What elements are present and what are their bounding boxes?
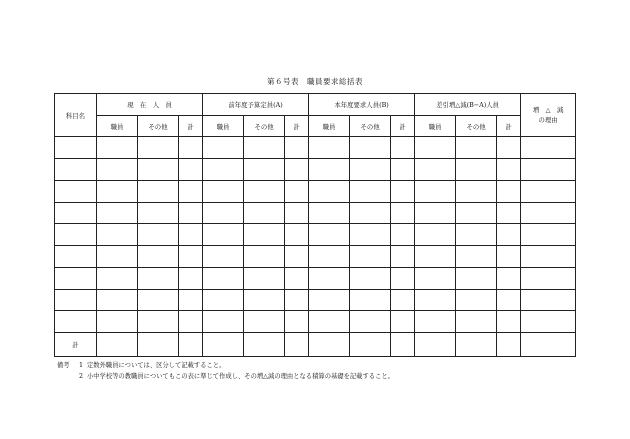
difference-header: 差引増△減(B−A)人員 [415,94,521,116]
note-text: 定数外職員については、区分して記載すること。 [87,362,226,369]
sub-header-staff: 職員 [415,115,456,137]
staff-request-summary-table [54,93,576,357]
note-item [57,371,394,382]
notes-heading: 備考 [57,362,70,369]
sub-header-total: 計 [391,115,415,137]
note-text: 小中学校等の教職員についてもこの表に準じて作成し、その増△減の理由となる積算の基礎を記載すること。 [87,373,394,380]
requested-staff-header: 本年度要求人員(B) [309,94,415,116]
page-title: 第６号表 職員要求総括表 [267,77,363,86]
sub-header-staff: 職員 [97,115,138,137]
sub-header-staff: 職員 [309,115,350,137]
table-row [55,180,576,202]
note-item [57,360,394,371]
change-reason-line2: の理由 [538,116,558,125]
sub-header-other: その他 [138,115,179,137]
note-number: 1 [78,362,83,369]
current-staff-header: 現 在 人 員 [97,94,203,116]
total-row [55,333,576,357]
sub-header-staff: 職員 [203,115,244,137]
sub-header-other: その他 [244,115,285,137]
table-row [55,246,576,268]
table-row [55,224,576,246]
total-row-label: 計 [55,333,97,357]
sub-header-other: その他 [456,115,497,137]
prev-budget-header: 前年度予算定員(A) [203,94,309,116]
sub-header-total: 計 [285,115,309,137]
table-row [55,289,576,311]
table-row [55,267,576,289]
subject-header: 科目名 [55,94,97,137]
change-reason-header [521,94,576,137]
data-rows [55,137,576,357]
change-reason-line1: 増 △ 減 [532,106,564,115]
notes [57,360,394,382]
table-row [55,202,576,224]
note-number: 2 [78,373,83,380]
sub-header-other: その他 [350,115,391,137]
sub-header-total: 計 [179,115,203,137]
table-row [55,311,576,333]
table-row [55,159,576,181]
table-row [55,137,576,159]
sub-header-total: 計 [497,115,521,137]
